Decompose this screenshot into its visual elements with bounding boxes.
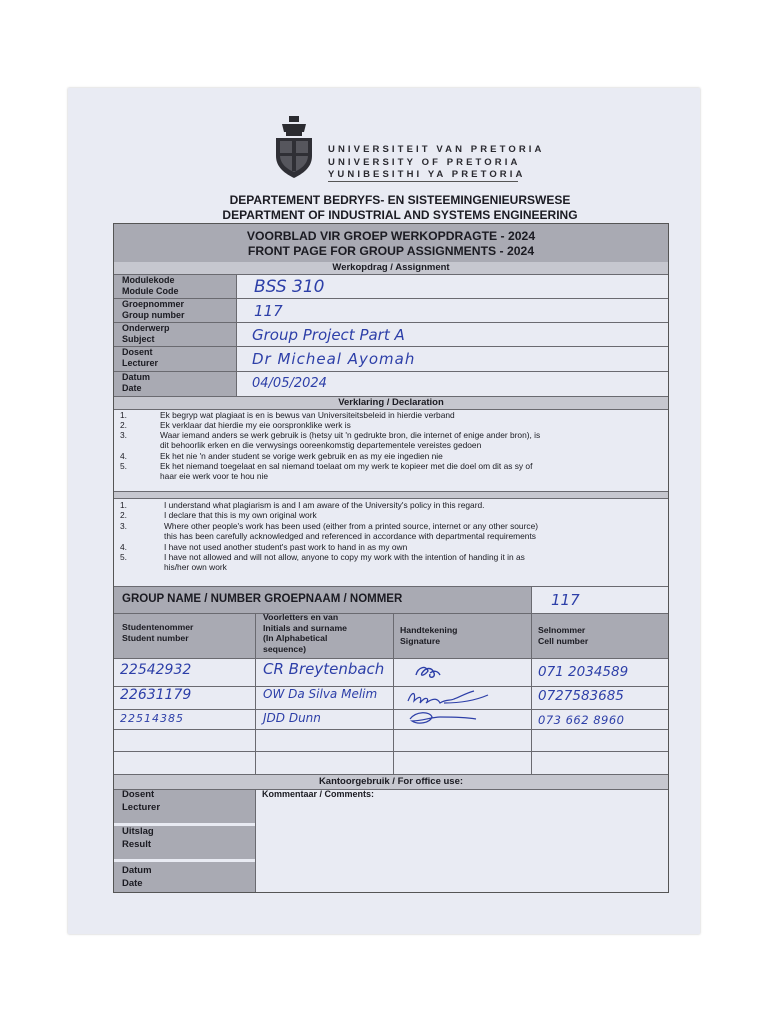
department-name-afrikaans: DEPARTEMENT BEDRYFS- EN SISTEEMINGENIEURSWESE [229,193,571,207]
group-name-band [114,587,531,613]
university-underline [328,181,518,182]
declaration-af-4: Ek het nie 'n ander student se vorige werk gebruik en as my eie ingedien nie [160,451,443,461]
declaration-en-4: I have not used another student's past work to hand in as my own [164,542,408,552]
declaration-divider [114,491,668,498]
declaration-af-3: Waar iemand anders se werk gebruik is (hetsy uit 'n gedrukte bron, die internet of enige ander bron), is [160,430,541,440]
university-name-sepedi: YUNIBESITHI YA PRETORIA [328,169,526,180]
date-value: 04/05/2024 [252,376,327,391]
lecturer-label: Dosent Lecturer [122,347,159,368]
declaration-en-3: Where other people's work has been used (either from a printed source, internet or any other source) [164,521,539,531]
office-section-title: Kantoorgebruik / For office use: [318,776,464,787]
group-number-label: Groepnommer Group number [122,299,185,320]
cell-number-cell: 071 2034589 [538,664,629,680]
declaration-en-5: I have not allowed and will not allow, anyone to copy my work with the intention of handing it in as [164,552,525,562]
form-title-afrikaans: VOORBLAD VIR GROEP WERKOPDRAGTE - 2024 [246,229,536,243]
date-label: Datum Date [122,372,151,393]
office-comments-label: Kommentaar / Comments: [262,789,375,799]
group-name-value: 117 [551,591,580,609]
initials-header: Voorletters en van Initials and surname (In Alphabetical sequence) [263,612,348,654]
declaration-section-header [114,397,668,409]
form-title-band [114,224,668,262]
member-name-cell: JDD Dunn [263,711,321,725]
group-number-value: 117 [254,302,283,320]
university-name-block [328,144,545,182]
subject-value: Group Project Part A [252,326,405,344]
member-name-cell: OW Da Silva Melim [263,687,378,701]
assignment-cover-form: VOORBLAD VIR GROEP WERKOPDRAGTE - 2024 FRONT PAGE FOR GROUP ASSIGNMENTS - 2024 Werkopdrag / Assignment Modulekode Module Code Groepnommer Group number Onderwerp Subject Dosent Lecturer Datum Date BSS 310 117 Group Project Part A Dr Micheal Ayomah 04/05/2024 Verklaring / Declaration 1. Ek begryp wat plagiaat is en is bewus van Universiteitsbeleid in hierdie verband 2. Ek verklaar dat hierdie my eie oorspronklike werk is 3. Waar iemand anders se werk gebruik is (hetsy uit 'n gedrukte bron, die internet of enige ander bron), is dit behoorlik erken en die verwysings ooreenkomstig departementele vereistes gedoen 4. Ek het nie 'n ander student se vorige werk gebruik en as my eie ingedien nie 5. Ek het niemand toegelaat en sal niemand toelaat om my werk te kopieer met die doel om dit as sy of haar eie werk voor te hou nie 1. I understand what plagiarism is and I am aware of the University's policy in this regard. 2. I declare that this is my own original work 3. Where other people's work has been used (either from a printed source, internet or any other source) this has been carefully acknowledged and referenced in accordance with departmental requirements 4. I have not used another student's past work to hand in as my own 5. I have not allowed and will not allow, anyone to copy my work with the intention of handing it in as his/her own work GROUP NAME / NUMBER GROEPNAAM / NOMMER 117 Studentenommer Student number Voorletters en van Initials and surname (In Alphabetical sequence) Handtekening Signature Selnommer Cell number 22542932 CR Breytenbach 071 2034589 22631179 OW Da Silva Melim 0727583685 22514385 JDD Dunn 073 662 8960 Kantoorgebruik / For office use: Dosent Lecturer Uitslag Result Datum Date Kommentaar / Comments: [113,223,669,893]
signature-header: Handtekening Signature [400,625,458,646]
student-number-header: Studentenommer Student number [122,622,194,643]
university-name-english: UNIVERSITY OF PRETORIA [328,156,521,168]
declaration-af-5: Ek het niemand toegelaat en sal niemand toelaat om my werk te kopieer met die doel om dit as sy of [160,461,533,471]
member-name-cell: CR Breytenbach [263,660,385,678]
signature-drawing [410,661,450,683]
declaration-en-1: I understand what plagiarism is and I am aware of the University's policy in this regard. [164,500,485,510]
assignment-section-header [114,262,668,274]
module-code-label: Modulekode Module Code [122,275,179,296]
student-number-cell: 22631179 [120,687,192,703]
university-name-afrikaans: UNIVERSITEIT VAN PRETORIA [328,144,545,155]
cell-number-cell: 0727583685 [538,688,624,704]
lecturer-value: Dr Micheal Ayomah [252,350,416,368]
signature-drawing [404,709,484,727]
student-number-cell: 22514385 [120,712,184,725]
university-crest-icon [272,114,316,180]
office-lecturer-label: Dosent Lecturer [122,789,161,813]
cell-number-header: Selnommer Cell number [538,625,589,646]
declaration-af-2: Ek verklaar dat hierdie my eie oorspronklike werk is [160,420,351,430]
declaration-en-5-cont: his/her own work [164,562,227,572]
declaration-af-5-cont: haar eie werk voor te hou nie [160,471,269,481]
cell-number-cell: 073 662 8960 [538,713,625,727]
signature-drawing [404,687,494,707]
declaration-af-1: Ek begryp wat plagiaat is en is bewus van Universiteitsbeleid in hierdie verband [160,410,455,420]
subject-label: Onderwerp Subject [122,323,170,344]
module-code-value: BSS 310 [254,277,325,297]
group-name-label: GROUP NAME / NUMBER GROEPNAAM / NOMMER [122,593,403,605]
declaration-en-3-cont: this has been carefully acknowledged and referenced in accordance with departmental requirements [164,531,536,541]
declaration-section-title: Verklaring / Declaration [338,397,444,408]
declaration-af-3-cont: dit behoorlik erken en die verwysings ooreenkomstig departementele vereistes gedoen [160,440,482,450]
office-date-label: Datum Date [122,865,152,889]
student-number-cell: 22542932 [120,662,192,678]
office-result-label: Uitslag Result [122,826,154,850]
declaration-en-2: I declare that this is my own original work [164,510,317,520]
form-title-english: FRONT PAGE FOR GROUP ASSIGNMENTS - 2024 [247,244,535,258]
office-section-header [114,775,668,789]
department-name-english: DEPARTMENT OF INDUSTRIAL AND SYSTEMS ENGINEERING [222,208,578,222]
assignment-section-title: Werkopdrag / Assignment [332,262,450,273]
